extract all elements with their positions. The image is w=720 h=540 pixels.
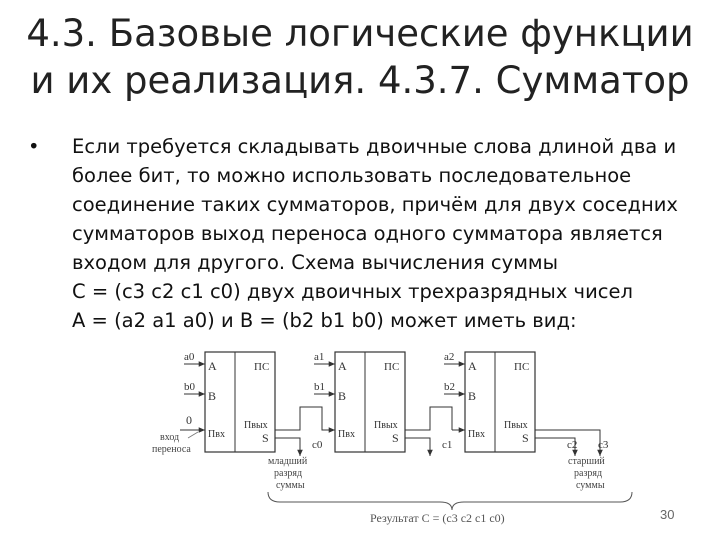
bullet-line: соединение таких сумматоров, причём для двух соседних	[72, 193, 678, 216]
result-brace	[268, 492, 632, 510]
input-b-label: b0	[184, 381, 195, 393]
port-s-label: S	[522, 431, 529, 445]
port-a-label: A	[338, 359, 347, 373]
port-s-label: S	[262, 431, 269, 445]
high-bit-label	[568, 456, 605, 491]
port-cout-label: Пвых	[374, 420, 398, 431]
low-bit-label-line: разряд	[274, 468, 303, 479]
bullet-line: сумматоров выход переноса одного сумматора является	[72, 222, 663, 245]
port-b-label: B	[208, 389, 217, 403]
result-label: Результат C = (c3 c2 c1 c0)	[370, 511, 505, 525]
port-s-label: S	[392, 431, 399, 445]
carry-out-label-c3: c3	[598, 439, 609, 451]
port-ps-label: ПС	[384, 361, 400, 373]
carry-in-label-2: переноса	[152, 444, 191, 455]
carry-line-2-3	[405, 407, 452, 430]
carry-line-1-2	[275, 407, 335, 430]
bullet-line: более бит, то можно использовать последовательное	[72, 164, 632, 187]
port-cin-label: Пвх	[338, 429, 355, 440]
bullet-line: входом для другого. Схема вычисления суммы	[72, 251, 559, 274]
adder-block-2	[314, 351, 405, 452]
port-cout-label: Пвых	[244, 420, 268, 431]
port-ps-label: ПС	[254, 361, 270, 373]
sum-out-line-c0	[275, 438, 300, 456]
bullet-line: A = (a2 a1 a0) и B = (b2 b1 b0) может иметь вид:	[72, 309, 577, 332]
carry-in-pointer	[188, 432, 198, 438]
adder-block-1	[184, 351, 275, 452]
page-number: 30	[660, 507, 675, 522]
sum-out-label-c2: c2	[567, 439, 578, 451]
low-bit-label-line: суммы	[276, 480, 305, 491]
port-ps-label: ПС	[514, 361, 530, 373]
sum-out-line-c1	[405, 438, 430, 456]
carry-in-value: 0	[186, 413, 192, 427]
input-b-label: b2	[444, 381, 455, 393]
bullet-line: C = (c3 c2 c1 c0) двух двоичных трехразрядных чисел	[72, 280, 633, 303]
title-line-1: 4.3. Базовые логические функции	[26, 12, 694, 55]
input-b-label: b1	[314, 381, 325, 393]
input-a-label: a0	[184, 351, 195, 363]
carry-in-label-1: вход	[160, 432, 180, 443]
port-a-label: A	[468, 359, 477, 373]
port-a-label: A	[208, 359, 217, 373]
input-a-label: a2	[444, 351, 455, 363]
sum-out-label-c0: c0	[312, 439, 323, 451]
high-bit-label-line: суммы	[576, 480, 605, 491]
port-cout-label: Пвых	[504, 420, 528, 431]
sum-out-label-c1: c1	[442, 439, 453, 451]
input-a-label: a1	[314, 351, 325, 363]
high-bit-label-line: старший	[568, 456, 605, 467]
title-line-2: и их реализация. 4.3.7. Сумматор	[30, 59, 690, 102]
bullet-marker: •	[28, 135, 40, 158]
high-bit-label-line: разряд	[574, 468, 603, 479]
port-b-label: B	[468, 389, 477, 403]
sum-outputs	[275, 430, 609, 456]
bullet-line: Если требуется складывать двоичные слова длиной два и	[72, 135, 677, 158]
low-bit-label	[268, 456, 308, 491]
port-b-label: B	[338, 389, 347, 403]
adder-block-3	[444, 351, 535, 452]
port-cin-label: Пвх	[208, 429, 225, 440]
low-bit-label-line: младший	[268, 456, 308, 467]
carry-in	[152, 413, 205, 455]
port-cin-label: Пвх	[468, 429, 485, 440]
